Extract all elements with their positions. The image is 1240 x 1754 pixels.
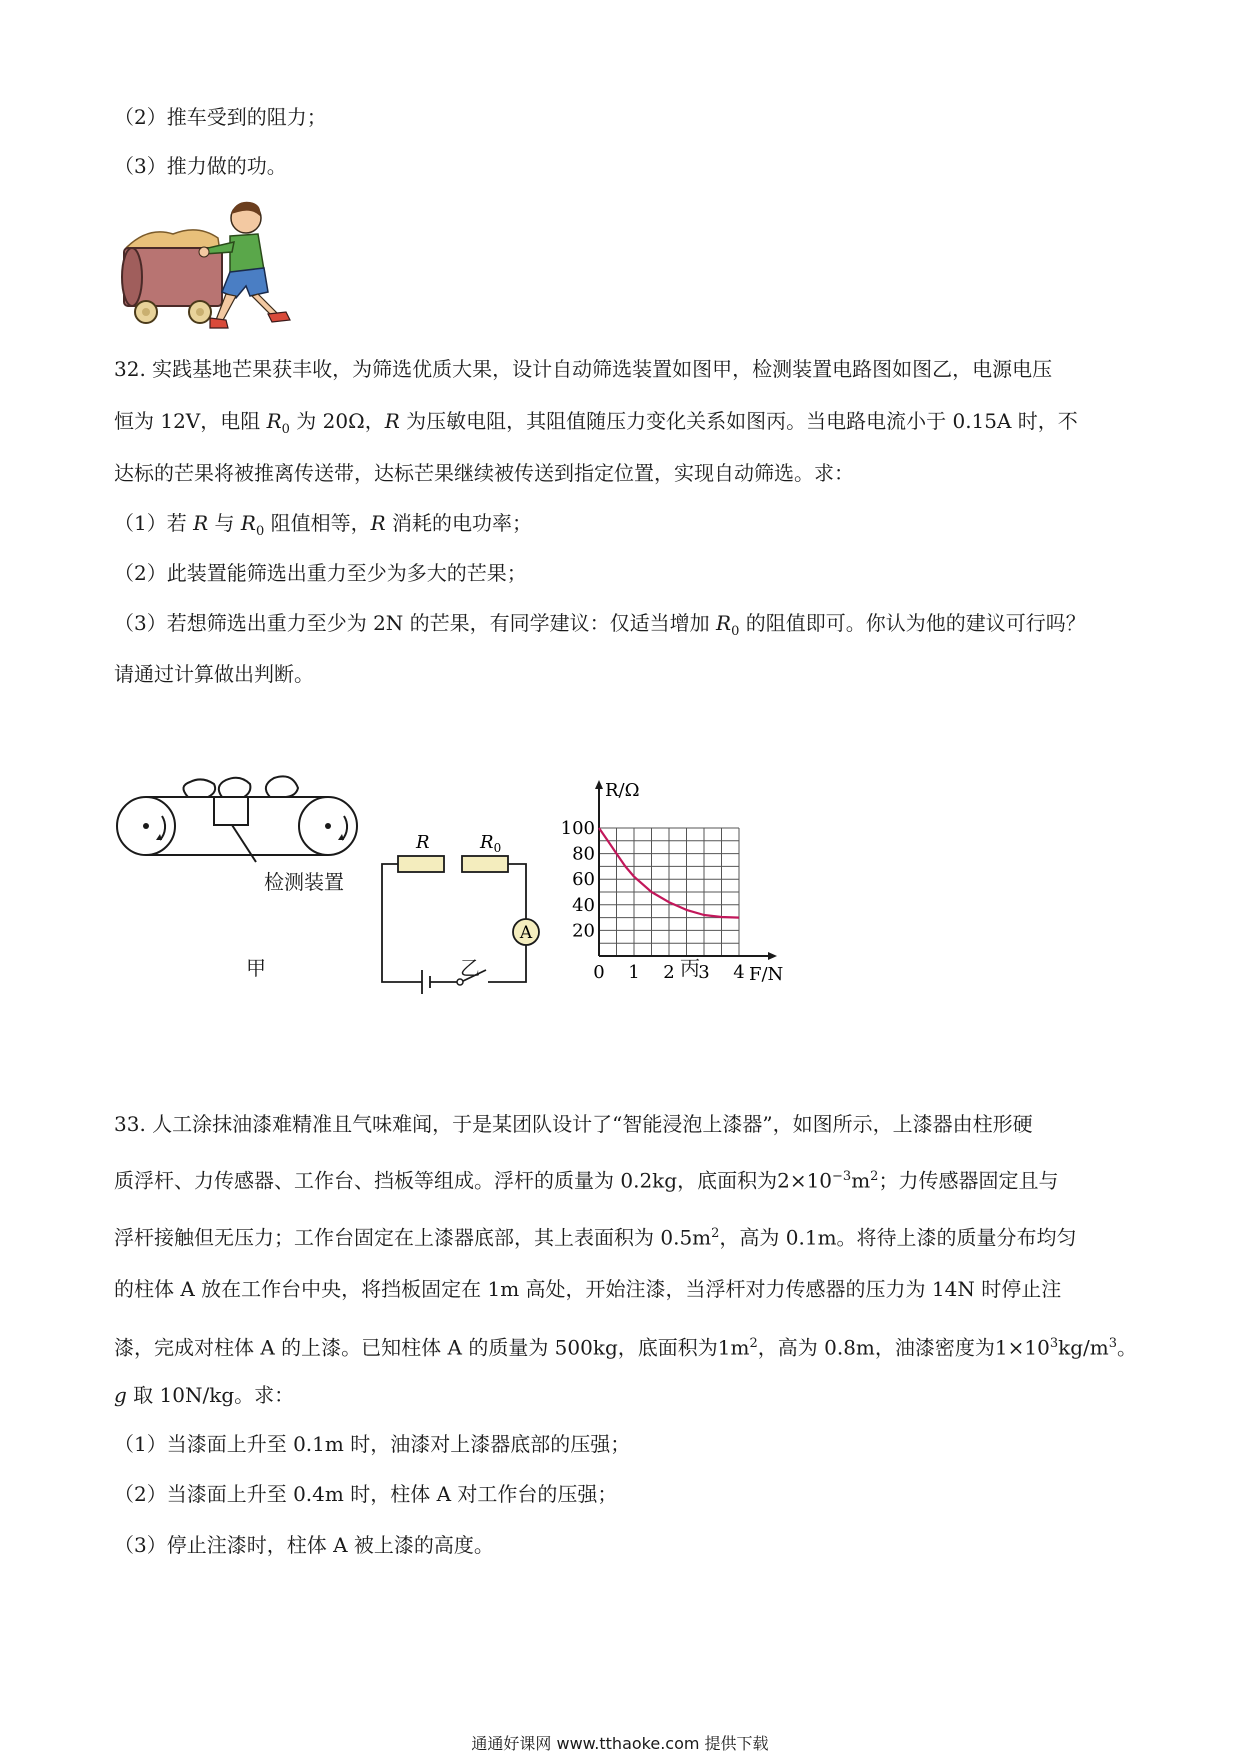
q32-item3-line2: 请通过计算做出判断。 xyxy=(114,662,314,686)
x-tick-label: 4 xyxy=(733,962,745,983)
y-tick-label: 100 xyxy=(560,818,595,839)
x-tick-label: 0 xyxy=(593,962,605,983)
ammeter-label: A xyxy=(519,923,533,943)
q33-item1: （1）当漆面上升至 0.1m 时，油漆对上漆器底部的压强； xyxy=(114,1432,631,1456)
x-tick-label: 2 xyxy=(663,962,675,983)
resistor-r-label: R xyxy=(416,832,430,853)
boy-pushing-cart-illustration xyxy=(118,196,328,368)
q33-line3: 浮杆接触但无压力；工作台固定在上漆器底部，其上表面积为 $0.5m^2$，高为 0.1m。将待上漆的质量分布均匀 xyxy=(114,1225,1077,1250)
q33-line6: g 取 10N/kg。求： xyxy=(114,1383,295,1407)
q32-stem-line3: 达标的芒果将被推离传送带，达标芒果继续被传送到指定位置，实现自动筛选。求： xyxy=(114,461,854,485)
q32-item2: （2）此装置能筛选出重力至少为多大的芒果； xyxy=(114,561,527,585)
page-footer: 通通好课网 www.tthaoke.com 提供下载 xyxy=(471,1734,769,1753)
q33-item3: （3）停止注漆时，柱体 A 被上漆的高度。 xyxy=(114,1533,494,1557)
q33-line1: 33. 人工涂抹油漆难精准且气味难闻，于是某团队设计了“智能浸泡上漆器”，如图所示，上漆器由柱形硬 xyxy=(114,1112,1033,1136)
x-tick-label: 1 xyxy=(628,962,640,983)
y-tick-label: 20 xyxy=(572,920,595,942)
q31-item2: （2）推车受到的阻力； xyxy=(114,105,327,129)
y-tick-label: 80 xyxy=(572,843,595,865)
q32-item1: （1）若 R 与 $R_0$ 阻值相等，R 消耗的电功率； xyxy=(114,511,532,539)
figure-bing-label: 丙 xyxy=(680,956,700,980)
detector-label: 检测装置 xyxy=(264,870,344,894)
y-tick-label: 60 xyxy=(572,869,595,891)
x-axis-arrow xyxy=(768,952,777,960)
y-axis-label: R/Ω xyxy=(605,780,640,801)
figure-yi-label: 乙 xyxy=(460,956,480,980)
x-axis-label: F/N xyxy=(749,964,784,985)
y-axis-arrow xyxy=(595,780,603,789)
resistor-r0-label: $R_0$ xyxy=(480,832,502,855)
q33-line5: 漆，完成对柱体 A 的上漆。已知柱体 A 的质量为 500kg，底面积为$1m^2$，高为 0.8m，油漆密度为$1\times 10^3kg/m^3$。 xyxy=(114,1335,1138,1360)
x-tick-label: 3 xyxy=(698,962,710,983)
q31-item3: （3）推力做的功。 xyxy=(114,154,287,178)
q33-line4: 的柱体 A 放在工作台中央，将挡板固定在 1m 高处，开始注漆，当浮杆对力传感器的压力为 14N 时停止注 xyxy=(114,1277,1062,1301)
figure-jia-label: 甲 xyxy=(246,956,266,980)
q33-line2: 质浮杆、力传感器、工作台、挡板等组成。浮杆的质量为 0.2kg，底面积为$2\times 10^{-3}m^2$；力传感器固定且与 xyxy=(114,1168,1059,1193)
y-tick-label: 40 xyxy=(572,894,595,916)
q33-item2: （2）当漆面上升至 0.4m 时，柱体 A 对工作台的压强； xyxy=(114,1482,618,1506)
q32-stem-line1: 32. 实践基地芒果获丰收，为筛选优质大果，设计自动筛选装置如图甲，检测装置电路图如图乙，电源电压 xyxy=(114,357,1053,381)
q32-stem-line2: 恒为 12V，电阻 $R_0$ 为 20Ω，R 为压敏电阻，其阻值随压力变化关系如图丙。当电路电流小于 0.15A 时，不 xyxy=(114,409,1078,437)
q32-item3: （3）若想筛选出重力至少为 2N 的芒果，有同学建议：仅适当增加 $R_0$ 的阻值即可。你认为他的建议可行吗？ xyxy=(114,611,1086,639)
